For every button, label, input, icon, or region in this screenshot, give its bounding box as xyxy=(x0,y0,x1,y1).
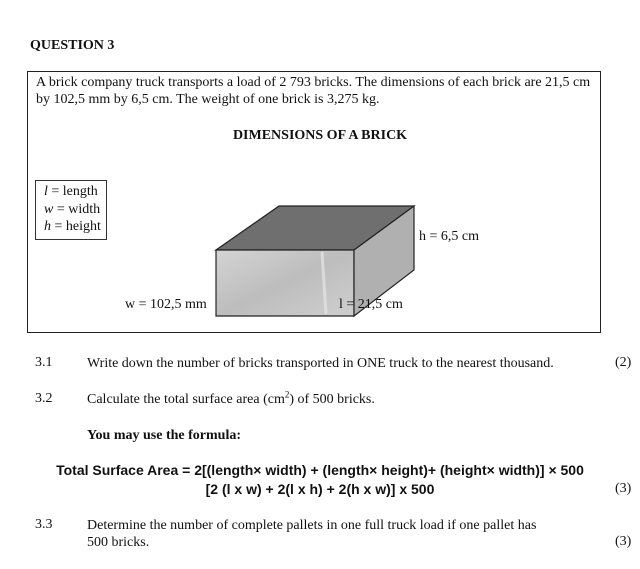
formula-line-2: [2 (l x w) + 2(l x h) + 2(h x w)] x 500 xyxy=(205,481,435,497)
question-text: Calculate the total surface area $(cm^2)$ of 500 bricks. xyxy=(87,389,375,407)
marks-label: (3) xyxy=(615,481,632,496)
brick-front-face xyxy=(216,250,354,316)
legend-item-width: w = width xyxy=(44,201,101,217)
intro-paragraph: A brick company truck transports a load of 2 793 bricks. The dimensions of each brick are 21,5 cm by 102,5 mm by 6,5 cm. The weight of one brick is 3,275 kg. xyxy=(36,75,591,107)
question-number: 3.3 xyxy=(35,517,53,532)
formula-line-1: Total Surface Area = 2[(length× width) + (length× height)+ (height× width)] × 500 xyxy=(56,462,584,478)
question-text-line-2: 500 bricks. xyxy=(87,535,150,550)
diagram-title: DIMENSIONS OF A BRICK xyxy=(232,128,408,143)
question-text: Write down the number of bricks transported in ONE truck to the nearest thousand. xyxy=(87,356,554,371)
width-label: w = 102,5 mm xyxy=(125,297,207,312)
marks-label: (3) xyxy=(615,534,632,549)
question-number: 3.1 xyxy=(35,355,53,370)
question-text-line-1: Determine the number of complete pallets in one full truck load if one pallet has xyxy=(87,518,537,533)
height-label: h = 6,5 cm xyxy=(419,229,479,244)
formula-intro: You may use the formula: xyxy=(87,428,241,443)
legend-item-height: h = height xyxy=(44,219,101,234)
length-label: l = 21,5 cm xyxy=(339,297,403,312)
question-number: 3.2 xyxy=(35,391,53,406)
question-heading: QUESTION 3 xyxy=(30,38,115,53)
legend-item-length: l = length xyxy=(44,184,98,199)
marks-label: (2) xyxy=(615,355,632,370)
